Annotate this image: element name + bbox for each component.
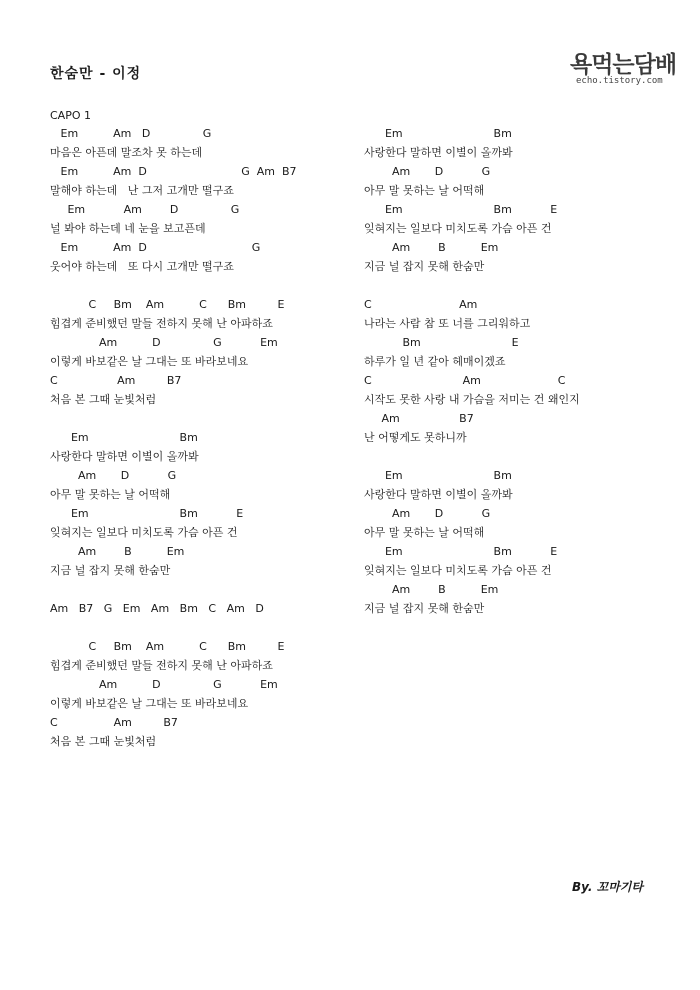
chord-line: Em Bm E bbox=[364, 203, 558, 216]
chord-line: Am B Em bbox=[50, 545, 185, 558]
lyric-line: 아무 말 못하는 날 어떡해 bbox=[50, 488, 171, 501]
lyric-line: 하루가 일 년 같아 헤매이겠죠 bbox=[364, 355, 506, 368]
lyric-line: 힘겹게 준비했던 말들 전하지 못해 난 아파하죠 bbox=[50, 317, 273, 330]
lyric-line: 널 봐야 하는데 네 눈을 보고픈데 bbox=[50, 222, 206, 235]
chord-line: Am B Em bbox=[364, 241, 499, 254]
lyric-line: 지금 널 잡지 못해 한숨만 bbox=[364, 260, 485, 273]
chord-line: C Am C bbox=[364, 374, 566, 387]
site-logo bbox=[570, 46, 677, 94]
lyric-line: 마음은 아픈데 말조차 못 하는데 bbox=[50, 146, 203, 159]
lyric-line: 웃어야 하는데 또 다시 고개만 떨구죠 bbox=[50, 260, 234, 273]
lyric-line: 지금 널 잡지 못해 한숨만 bbox=[50, 564, 171, 577]
chord-line: Am B7 bbox=[364, 412, 474, 425]
song-title: 한숨만 - 이정 bbox=[50, 66, 142, 82]
chord-line: C Am B7 bbox=[50, 716, 178, 729]
chord-line: Em Bm bbox=[364, 469, 512, 482]
chord-line: Am D G bbox=[50, 469, 177, 482]
credit-signature: By. 꼬마기타 bbox=[572, 880, 643, 894]
lyric-line: 사랑한다 말하면 이별이 올까봐 bbox=[50, 450, 199, 463]
lyric-line: 말해야 하는데 난 그저 고개만 떨구죠 bbox=[50, 184, 234, 197]
chord-line: Em Bm E bbox=[364, 545, 558, 558]
lyric-line: 아무 말 못하는 날 어떡해 bbox=[364, 526, 485, 539]
lyric-line: 잊혀지는 일보다 미치도록 가슴 아픈 건 bbox=[50, 526, 238, 539]
lyric-line: 사랑한다 말하면 이별이 올까봐 bbox=[364, 488, 513, 501]
lyric-line: 시작도 못한 사랑 내 가슴을 저미는 건 왜인지 bbox=[364, 393, 580, 406]
chord-line: C Bm Am C Bm E bbox=[50, 640, 285, 653]
lyric-line: 이렇게 바보같은 날 그대는 또 바라보네요 bbox=[50, 355, 249, 368]
logo-text: 욕먹는담배 bbox=[570, 52, 677, 78]
chord-line: C Am B7 bbox=[50, 374, 182, 387]
chord-line: Am B7 G Em Am Bm C Am D bbox=[50, 602, 264, 615]
lyric-line: 잊혀지는 일보다 미치도록 가슴 아픈 건 bbox=[364, 564, 552, 577]
lyric-line: 사랑한다 말하면 이별이 올까봐 bbox=[364, 146, 513, 159]
chord-line: Em Bm E bbox=[50, 507, 244, 520]
chord-line: C Bm Am C Bm E bbox=[50, 298, 285, 311]
chord-line: Am D G bbox=[364, 507, 491, 520]
chord-line: Bm E bbox=[364, 336, 519, 349]
chord-line: Em Bm bbox=[50, 431, 198, 444]
lyric-line: 힘겹게 준비했던 말들 전하지 못해 난 아파하죠 bbox=[50, 659, 273, 672]
logo-url: echo.tistory.com bbox=[576, 76, 663, 86]
chord-line: C Am bbox=[364, 298, 478, 311]
chord-line: Am D G bbox=[364, 165, 491, 178]
chord-line: Am B Em bbox=[364, 583, 499, 596]
chord-line: Am D G Em bbox=[50, 678, 278, 691]
chord-line: Em Am D G bbox=[50, 241, 261, 254]
chord-line: Am D G Em bbox=[50, 336, 278, 349]
chord-line: Em Am D G Am B7 bbox=[50, 165, 297, 178]
lyric-line: 아무 말 못하는 날 어떡해 bbox=[364, 184, 485, 197]
lyric-line: 잊혀지는 일보다 미치도록 가슴 아픈 건 bbox=[364, 222, 552, 235]
lyric-line: 나라는 사람 참 또 너를 그리워하고 bbox=[364, 317, 531, 330]
capo-label: CAPO 1 bbox=[50, 109, 91, 122]
chord-line: Em Am D G bbox=[50, 127, 212, 140]
lyric-line: 처음 본 그때 눈빛처럼 bbox=[50, 393, 157, 406]
lyric-line: 처음 본 그때 눈빛처럼 bbox=[50, 735, 157, 748]
lyric-line: 난 어떻게도 못하니까 bbox=[364, 431, 467, 444]
chord-line: Em Bm bbox=[364, 127, 512, 140]
lyric-line: 지금 널 잡지 못해 한숨만 bbox=[364, 602, 485, 615]
lyric-line: 이렇게 바보같은 날 그대는 또 바라보네요 bbox=[50, 697, 249, 710]
chord-line: Em Am D G bbox=[50, 203, 240, 216]
